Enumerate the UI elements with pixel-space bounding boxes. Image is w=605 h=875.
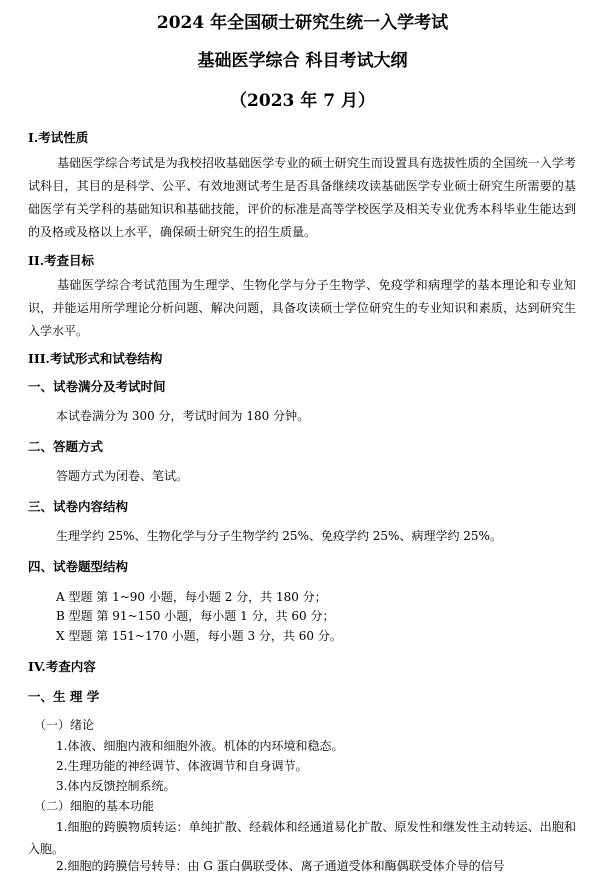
section-3-3-heading: 三、试卷内容结构 (28, 499, 129, 514)
document-title-line-1: 2024 年全国硕士研究生统一入学考试 (156, 13, 449, 33)
question-type-a: A 型题 第 1~90 小题，每小题 2 分，共 180 分； (56, 590, 327, 604)
list-item: 1.体液、细胞内液和细胞外液。机体的内环境和稳态。 (56, 739, 344, 753)
subsection-cell-heading: （二）细胞的基本功能 (34, 799, 155, 813)
section-3-2-body: 答题方式为闭卷、笔试。 (56, 469, 189, 483)
question-type-x: X 型题 第 151~170 小题，每小题 3 分，共 60 分。 (56, 629, 342, 643)
section-4-heading: IV.考查内容 (28, 659, 96, 674)
section-3-2-heading: 二、答题方式 (28, 439, 104, 454)
section-3-heading: III.考试形式和试卷结构 (28, 351, 163, 366)
document-title-line-2: 基础医学综合 科目考试大纲 (197, 51, 408, 71)
section-3-1-body: 本试卷满分为 300 分，考试时间为 180 分钟。 (56, 409, 310, 423)
question-type-b: B 型题 第 91~150 小题，每小题 1 分，共 60 分； (56, 609, 335, 623)
list-item: 3.体内反馈控制系统。 (56, 779, 176, 793)
subsection-intro-heading: （一）绪论 (34, 718, 95, 732)
document-title-date: （2023 年 7 月） (230, 91, 375, 111)
section-2-heading: II.考查目标 (28, 253, 95, 268)
list-item: 2.细胞的跨膜信号转导：由 G 蛋白偶联受体、离子通道受体和酶偶联受体介导的信号 (56, 859, 505, 873)
list-item: 2.生理功能的神经调节、体液调节和自身调节。 (56, 759, 308, 773)
section-3-3-body: 生理学约 25%、生物化学与分子生物学约 25%、免疫学约 25%、病理学约 25%。 (56, 529, 502, 543)
section-3-1-heading: 一、试卷满分及考试时间 (28, 379, 166, 394)
section-3-4-heading: 四、试卷题型结构 (28, 559, 129, 574)
section-1-heading: I.考试性质 (28, 130, 89, 145)
list-item: 1.细胞的跨膜物质转运：单纯扩散、经载体和经通道易化扩散、原发性和继发性主动转运、出胞和入胞。 (28, 820, 576, 856)
section-1-body: 基础医学综合考试是为我校招收基础医学专业的硕士研究生而设置具有选拔性质的全国统一入学考试科目，其目的是科学、公平、有效地测试考生是否具备继续攻读基础医学专业硕士研究生所需要的基础医学有关学科的基础知识和基础技能，评价的标准是高等学校医学及相关专业优秀本科毕业生能达到的及格或及格以上水平，确保硕士研究生的招生质量。 (28, 156, 576, 239)
section-2-body: 基础医学综合考试范围为生理学、生物化学与分子生物学、免疫学和病理学的基本理论和专业知识，并能运用所学理论分析问题、解决问题，具备攻读硕士学位研究生的专业知识和素质，达到研究生入学水平。 (28, 278, 576, 338)
section-4-1-heading: 一、生 理 学 (28, 689, 100, 704)
